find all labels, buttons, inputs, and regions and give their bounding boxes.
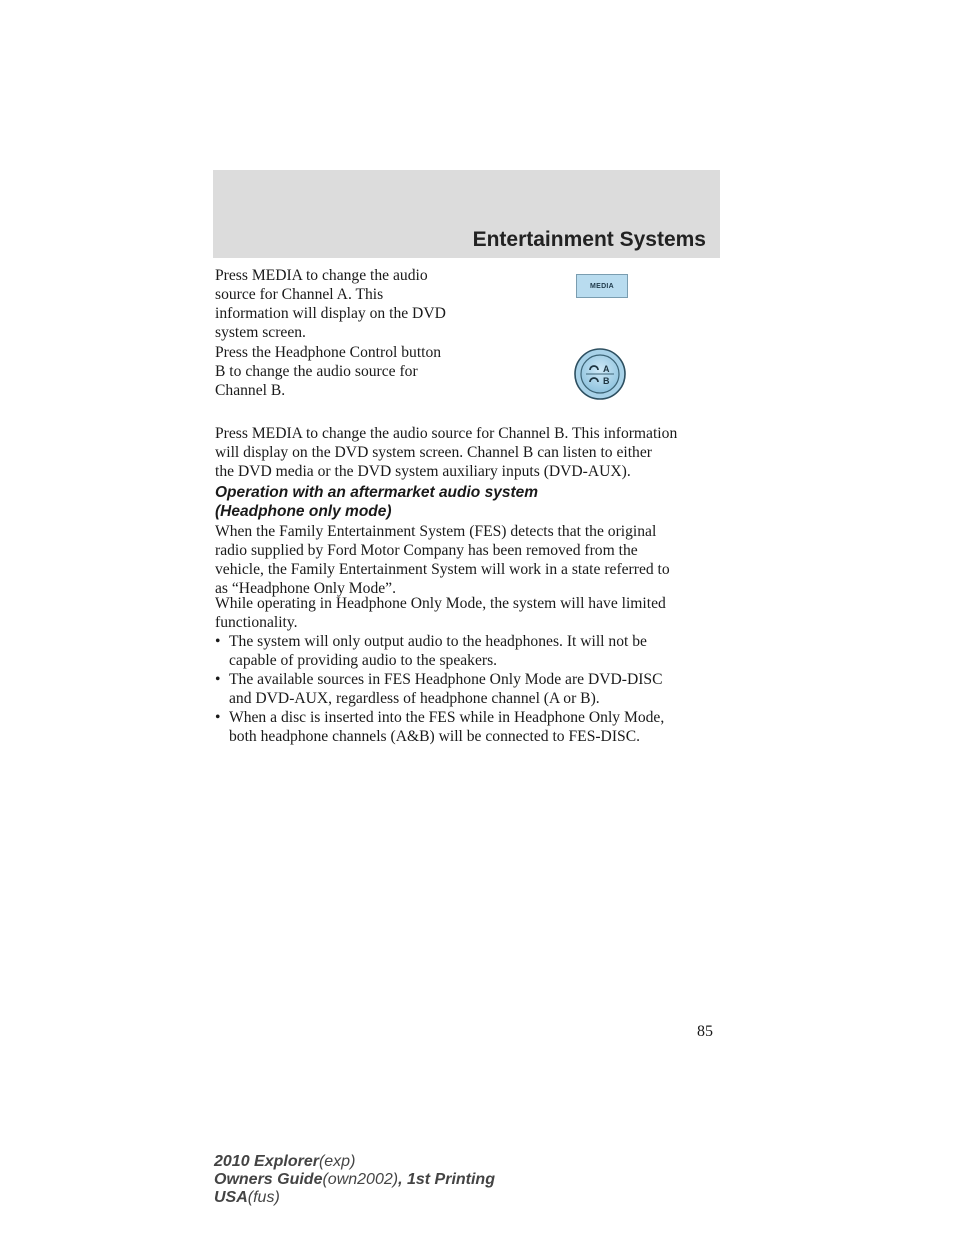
headphone-control-icon — [574, 348, 626, 400]
bullet-mark: • — [215, 709, 221, 726]
paragraph-fes-detection: When the Family Entertainment System (FES) detects that the original radio supplied by Ford Motor Company has been removed from the vehicle, the Family Entertainment System will work in a state referred to as “Headphone Only Mode”. — [215, 523, 670, 597]
footer-line-1 — [214, 1153, 495, 1171]
media-button-label: MEDIA — [589, 282, 615, 290]
footer-guide-code: (own2002) — [322, 1171, 399, 1188]
page-number: 85 — [697, 1023, 713, 1040]
footer-guide: Owners Guide — [214, 1171, 323, 1188]
channel-b-label: B — [603, 376, 610, 386]
paragraph-headphone-control: Press the Headphone Control button B to change the audio source for Channel B. — [215, 344, 442, 399]
footer-line-3 — [214, 1189, 495, 1207]
header-band — [213, 170, 720, 258]
paragraph-media-channel-b: Press MEDIA to change the audio source for Channel B. This information will display on the DVD system screen. Channel B can listen to either the DVD media or the DVD system auxiliary inputs (DVD-AUX). — [215, 425, 678, 480]
footer-print-info — [214, 1153, 495, 1207]
channel-a-label: A — [603, 364, 610, 374]
bullet-mark: • — [215, 671, 221, 688]
footer-printing: , 1st Printing — [398, 1171, 495, 1188]
section-title: Entertainment Systems — [472, 228, 706, 251]
footer-model: 2010 Explorer — [214, 1153, 319, 1170]
footer-line-2 — [214, 1171, 495, 1189]
bullet-text: The system will only output audio to the headphones. It will not be capable of providing audio to the speakers. — [229, 633, 647, 669]
paragraph-media-channel-a: Press MEDIA to change the audio source for Channel A. This information will display on the DVD system screen. — [215, 267, 446, 341]
footer-market: USA — [214, 1189, 248, 1206]
bullet-text: When a disc is inserted into the FES while in Headphone Only Mode, both headphone channels (A&B) will be connected to FES-DISC. — [229, 709, 665, 745]
bullet-mark: • — [215, 633, 221, 650]
footer-model-code: (exp) — [318, 1153, 356, 1170]
paragraph-limited-functionality: While operating in Headphone Only Mode, the system will have limited functionality. — [215, 595, 666, 631]
footer-market-code: (fus) — [247, 1189, 280, 1206]
media-button-icon — [576, 274, 628, 298]
bullet-text: The available sources in FES Headphone Only Mode are DVD-DISC and DVD-AUX, regardless of headphone channel (A or B). — [229, 671, 663, 707]
section-heading-aftermarket: Operation with an aftermarket audio system (Headphone only mode) — [215, 484, 539, 520]
